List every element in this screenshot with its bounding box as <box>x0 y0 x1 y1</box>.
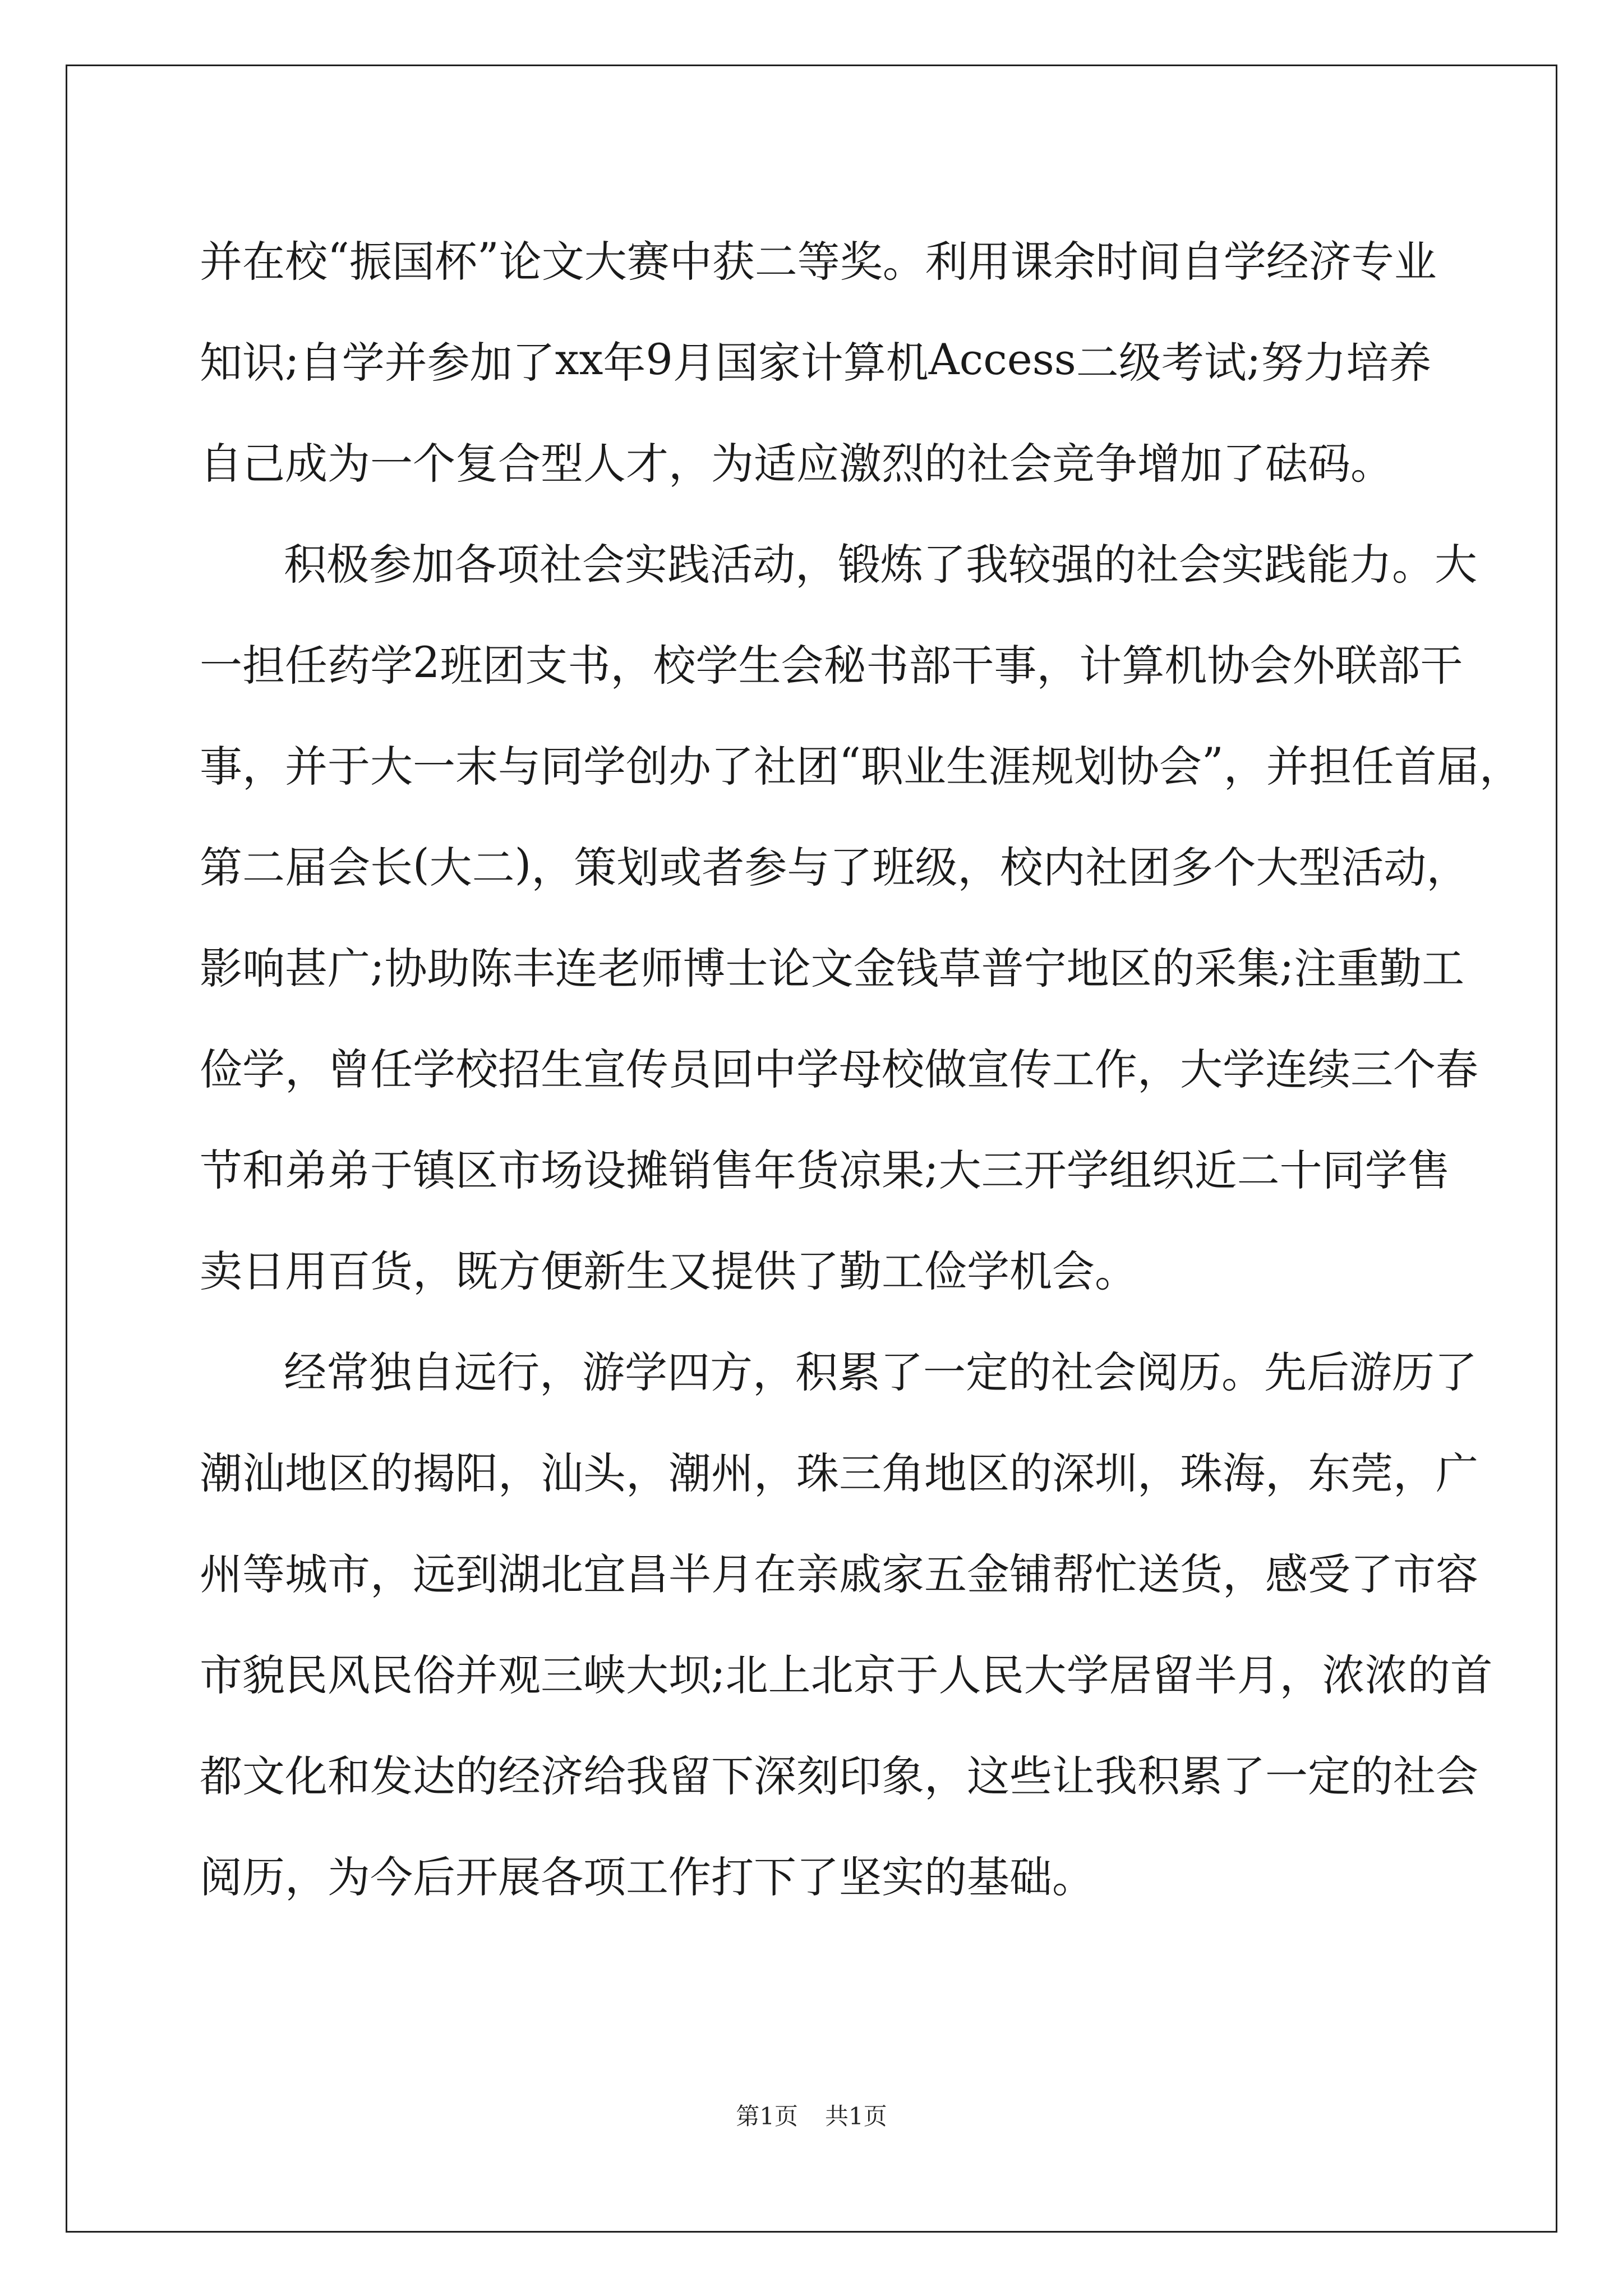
text-line: 卖日用百货，既方便新生又提供了勤工俭学机会。 <box>200 1246 1137 1296</box>
text-line: 知 识 ; 自 学 并 参 加 了 x x 年 9 月 国 家 计 算 机 A c c e s s 二 级 考 试 ; 努 力 培 养 <box>200 334 1432 388</box>
text-line: 州 等 城 市 ， 远 到 湖 北 宜 昌 半 月 在 亲 戚 家 五 金 铺 帮 忙 送 货 ， 感 受 了 市 容 <box>200 1549 1478 1599</box>
text-line: 事 ， 并 于 大 一 末 与 同 学 创 办 了 社 团 “ 职 业 生 涯 规 划 协 会 ” ， 并 担 任 首 届 ， <box>200 738 1522 792</box>
paragraph-3 <box>200 1318 1493 1924</box>
text-line: 第 二 届 会 长 ( 大 二 ) ， 策 划 或 者 参 与 了 班 级 ， 校 内 社 团 多 个 大 型 活 动 ， <box>200 839 1469 892</box>
text-line: 阅历，为今后开展各项工作打下了坚实的基础。 <box>200 1852 1095 1902</box>
text-line: 市 貌 民 风 民 俗 并 观 三 峡 大 坝 ; 北 上 北 京 于 人 民 大 学 居 留 半 月 ， 浓 浓 的 首 <box>200 1646 1493 1700</box>
text-line: 经 常 独 自 远 行 ， 游 学 四 方 ， 积 累 了 一 定 的 社 会 阅 历 。 先 后 游 历 了 <box>284 1347 1477 1397</box>
text-line: 一 担 任 药 学 2 班 团 支 书 ， 校 学 生 会 秘 书 部 干 事 ， 计 算 机 协 会 外 联 部 干 <box>200 637 1463 691</box>
text-line: 积 极 参 加 各 项 社 会 实 践 活 动 ， 锻 炼 了 我 较 强 的 社 会 实 践 能 力 。 大 <box>284 539 1477 590</box>
text-line: 俭 学 ， 曾 任 学 校 招 生 宣 传 员 回 中 学 母 校 做 宣 传 工 作 ， 大 学 连 续 三 个 春 <box>200 1044 1478 1094</box>
paragraph-2 <box>200 510 1522 1318</box>
document-body <box>200 208 1522 1924</box>
text-line: 并 在 校 “ 振 国 杯 ” 论 文 大 赛 中 获 二 等 奖 。 利 用 课 余 时 间 自 学 经 济 专 业 <box>200 233 1437 287</box>
text-line: 都 文 化 和 发 达 的 经 济 给 我 留 下 深 刻 印 象 ， 这 些 让 我 积 累 了 一 定 的 社 会 <box>200 1751 1478 1801</box>
text-line: 潮 汕 地 区 的 揭 阳 ， 汕 头 ， 潮 州 ， 珠 三 角 地 区 的 深 圳 ， 珠 海 ， 东 莞 ， 广 <box>200 1448 1478 1498</box>
text-line: 影 响 甚 广 ; 协 助 陈 丰 连 老 师 博 士 论 文 金 钱 草 普 宁 地 区 的 采 集 ; 注 重 勤 工 <box>200 940 1465 993</box>
text-line: 节 和 弟 弟 于 镇 区 市 场 设 摊 销 售 年 货 凉 果 ; 大 三 开 学 组 织 近 二 十 同 学 售 <box>200 1142 1450 1195</box>
page-total: 共1页 <box>825 2102 887 2130</box>
page-number: 第1页 <box>736 2102 798 2130</box>
text-line: 自己成为一个复合型人才，为适应激烈的社会竞争增加了砝码。 <box>200 438 1393 489</box>
page-footer <box>0 2098 1623 2132</box>
paragraph-1 <box>200 208 1437 510</box>
